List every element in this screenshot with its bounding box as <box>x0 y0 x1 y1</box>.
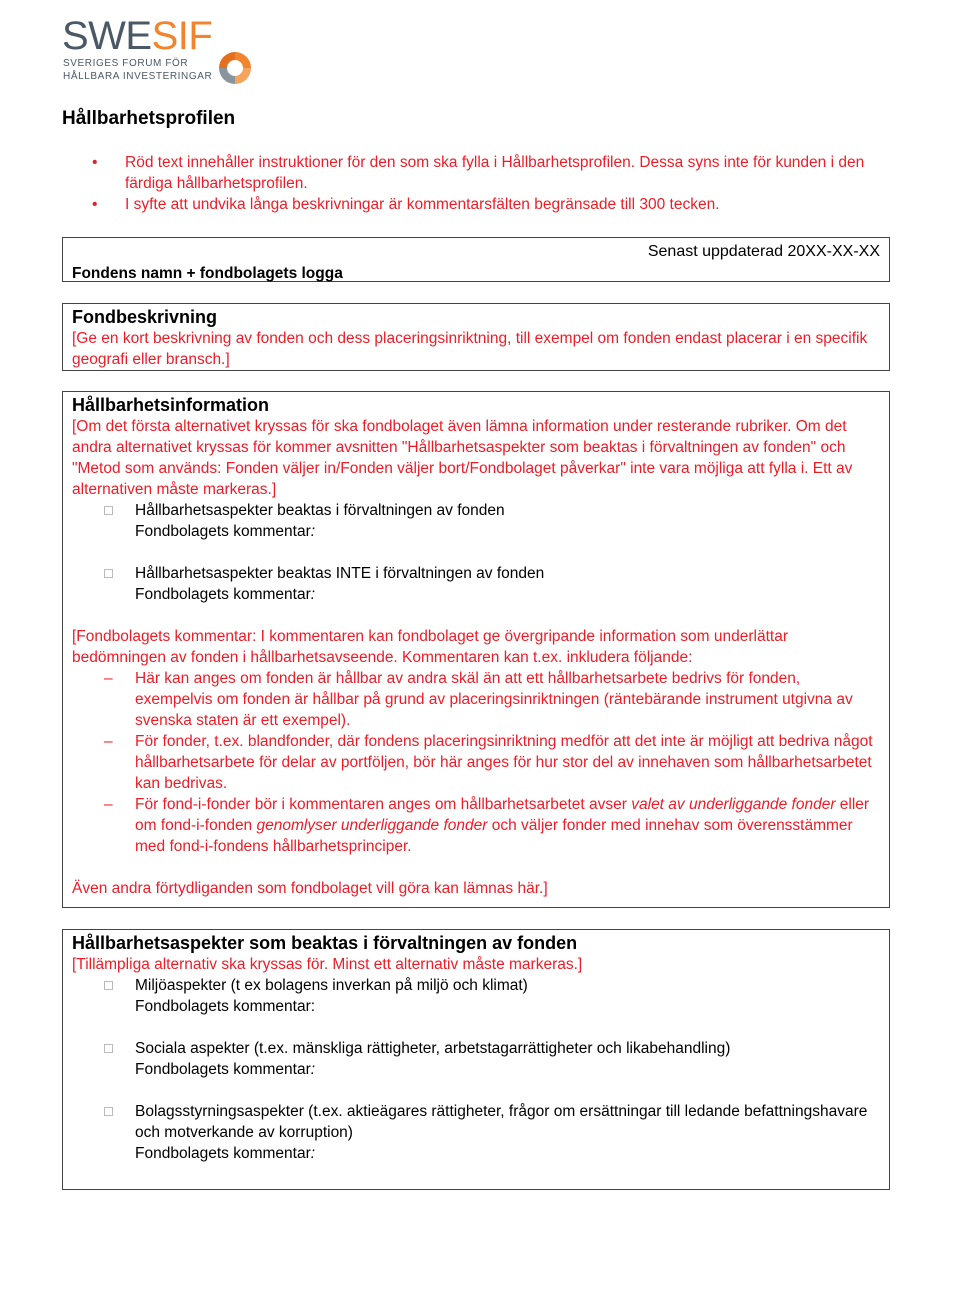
guidance-item: – För fond-i-fonder bör i kommentaren anges om hållbarhetsarbetet avser valet av underliggande fonder eller om fond-i-fonden genomlyser underliggande fonder och väljer fonder med innehav som överensstämmer med fond-i-fondens hållbarhetsprinciper. <box>72 794 880 857</box>
comment-label: Fondbolagets kommentar: <box>135 998 316 1015</box>
comment-guidance-intro: [Fondbolagets kommentar: I kommentaren kan fondbolaget ge övergripande information som underlättar bedömningen av fonden i hållbarhetsavseende. Kommentaren kan t.ex. inkludera följande: <box>72 628 788 666</box>
option-label: Miljöaspekter (t ex bolagens inverkan på miljö och klimat) <box>135 977 528 994</box>
comment-guidance-list <box>72 668 880 857</box>
page-title: Hållbarhetsprofilen <box>62 108 236 129</box>
option-not-considered <box>72 563 880 605</box>
swirl-logo-icon <box>217 50 253 86</box>
comment-space[interactable] <box>72 1017 880 1038</box>
option-checkbox[interactable] <box>104 1044 113 1053</box>
section-instruction: [Ge en kort beskrivning av fonden och dess placeringsinriktning, till exempel om fonden endast placerar i en specifik geografi eller bransch.] <box>72 330 868 368</box>
option-label: Sociala aspekter (t.ex. mänskliga rättigheter, arbetstagarrättigheter och likabehandling) <box>135 1040 731 1057</box>
option-checkbox[interactable] <box>104 981 113 990</box>
comment-label: Fondbolagets kommentar: <box>135 586 316 603</box>
instruction-item: • Röd text innehåller instruktioner för den som ska fylla i Hållbarhetsprofilen. Dessa syns inte för kunden i den färdiga hållbarhetsprofilen. <box>62 152 882 194</box>
instructions-list <box>62 152 882 215</box>
fund-header-box <box>62 237 890 282</box>
fund-name: Fondens namn + fondbolagets logga <box>72 265 343 282</box>
option-label: Bolagsstyrningsaspekter (t.ex. aktieägares rättigheter, frågor om ersättningar till ledande befattningshavare och motverkande av korruption) <box>135 1103 868 1141</box>
comment-space[interactable] <box>72 605 880 626</box>
section-title: Hållbarhetsaspekter som beaktas i förvaltningen av fonden <box>72 933 578 953</box>
option-environmental <box>72 975 880 1017</box>
logo-subtitle-line1: SVERIGES FORUM FÖR <box>63 58 189 69</box>
guidance-item: – Här kan anges om fonden är hållbar av andra skäl än att ett hållbarhetsarbete bedrivs för fonden, exempelvis om fonden är hållbar på grund av placeringsinriktningen (räntebärande instrument utgivna av svenska staten är ett exempel). <box>72 668 880 731</box>
option-label: Hållbarhetsaspekter beaktas INTE i förvaltningen av fonden <box>135 565 545 582</box>
logo-subtitle-line2: HÅLLBARA INVESTERINGAR <box>63 71 213 82</box>
sustainability-aspects-section <box>62 929 890 1190</box>
comment-guidance-outro: Även andra förtydliganden som fondbolaget vill göra kan lämnas här.] <box>72 880 548 897</box>
last-updated: Senast uppdaterad 20XX-XX-XX <box>647 243 880 260</box>
section-instruction: [Tillämpliga alternativ ska kryssas för. Minst ett alternativ måste markeras.] <box>72 956 583 973</box>
section-title: Fondbeskrivning <box>72 307 218 327</box>
option-checkbox[interactable] <box>104 569 113 578</box>
instruction-item: • I syfte att undvika långa beskrivningar är kommentarsfälten begränsade till 300 tecken. <box>62 194 882 215</box>
logo-wordmark: SWESIF <box>62 14 213 58</box>
comment-space[interactable] <box>72 542 880 563</box>
option-checkbox[interactable] <box>104 506 113 515</box>
sustainability-info-section <box>62 391 890 908</box>
section-instruction: [Om det första alternativet kryssas för ska fondbolaget även lämna information under resterande rubriker. Om det andra alternativet kryssas för kommer avsnitten "Hållbarhetsaspekter som beaktas i förvaltningen av fonden" och "Metod som används: Fonden väljer in/Fonden väljer bort/Fondbolaget påverkar" inte vara möjliga att fylla i. Ett av alternativen måste markeras.] <box>72 418 853 498</box>
option-checkbox[interactable] <box>104 1107 113 1116</box>
option-social <box>72 1038 880 1080</box>
guidance-item: – För fonder, t.ex. blandfonder, där fondens placeringsinriktning medför att det inte är möjligt att bedriva något hållbarhetsarbete för delar av portföljen, bör här anges för hur stor del av innehaven som hållbarhetsarbetet kan bedrivas. <box>72 731 880 794</box>
comment-label: Fondbolagets kommentar: <box>135 523 316 540</box>
comment-space[interactable] <box>72 1080 880 1101</box>
fund-description-section <box>62 303 890 371</box>
swesif-logo <box>62 14 262 86</box>
section-title: Hållbarhetsinformation <box>72 395 270 415</box>
comment-label: Fondbolagets kommentar: <box>135 1145 316 1162</box>
option-considered <box>72 500 880 542</box>
comment-label: Fondbolagets kommentar: <box>135 1061 316 1078</box>
option-governance <box>72 1101 880 1164</box>
option-label: Hållbarhetsaspekter beaktas i förvaltningen av fonden <box>135 502 505 519</box>
